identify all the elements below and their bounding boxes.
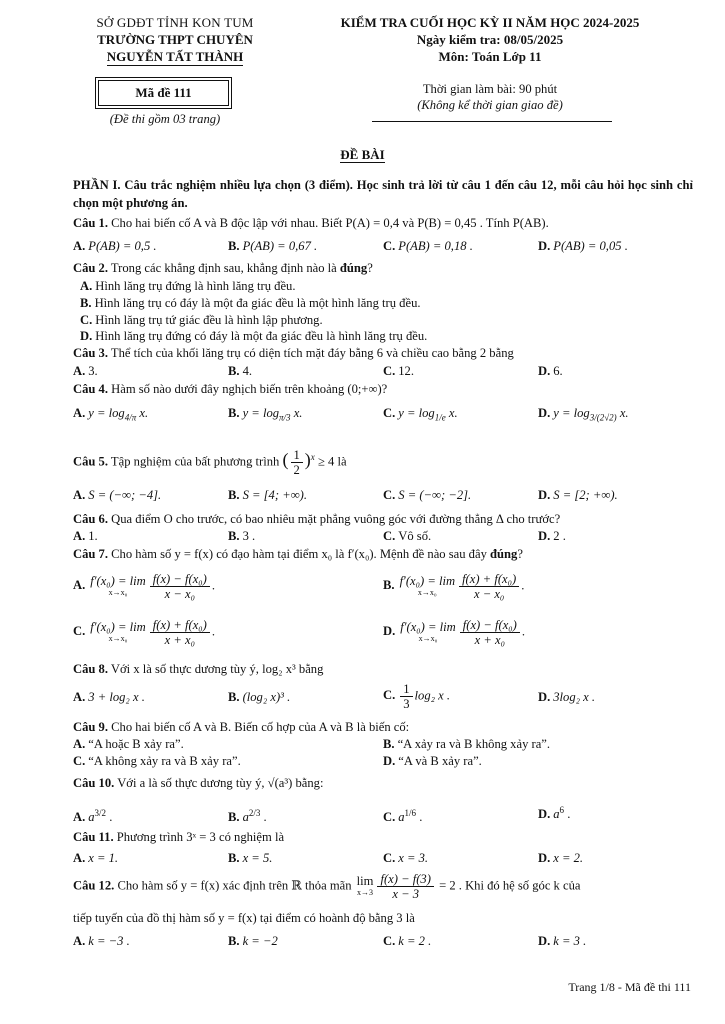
question-1: Câu 1. Cho hai biến cố A và B độc lập với nhau. Biết P(A) = 0,4 và P(B) = 0,45 . Tính P(AB). [73,216,549,230]
q6-option-b: B. 3 . [228,529,256,543]
question-4: Câu 4. Hàm số nào dưới đây nghịch biến trên khoảng (0;+∞)? [73,382,388,396]
question-12-line-2: tiếp tuyến của đồ thị hàm số y = f(x) tại điểm có hoành độ bằng 3 là [73,911,415,925]
q3-option-a: A. 3. [73,364,98,378]
q1-option-b: B. P(AB) = 0,67 . [228,239,318,253]
part-1-instructions: PHẦN I. Câu trắc nghiệm nhiều lựa chọn (3 điểm). Học sinh trả lời từ câu 1 đến câu 12, mỗi câu hỏi học sinh chỉ chọn một phương án. [73,178,693,210]
q2-option-c: C. Hình lăng trụ tứ giác đều là hình lập phương. [80,313,323,327]
q12-option-c: C. k = 2 . [383,934,432,948]
page-footer: Trang 1/8 - Mã đề thi 111 [568,980,691,994]
q5-option-b: B. S = [4; +∞). [228,488,308,502]
q4-option-c: C. $y = \log_{1/e} x$. [383,406,458,423]
q9-option-b: B. “A xảy ra và B không xảy ra”. [383,737,551,751]
question-11: Câu 11. Phương trình 3ˣ = 3 có nghiệm là [73,830,285,844]
q1-option-a: A. P(AB) = 0,5 . [73,239,157,253]
q8-option-a: A. 3 + log₂ x . [73,690,145,704]
q4-option-a: A. $y = \log_{4/\pi} x$. [73,406,149,423]
q3-option-c: C. 12. [383,364,414,378]
department: SỞ GDĐT TỈNH KON TUM [96,15,254,30]
q5-option-a: A. S = (−∞; −4]. [73,488,162,502]
q7-option-a: A. f′(x₀) = lim x→x₀ $\frac{\text{f(x) − f(x₀)}}{\text{x − x₀}}$ . [73,572,216,601]
q6-option-c: C. Vô số. [383,529,432,543]
q3-option-b: B. 4. [228,364,253,378]
exam-title: KIỂM TRA CUỐI HỌC KỲ II NĂM HỌC 2024-2025 [340,15,640,30]
question-5: Câu 5. Tập nghiệm của bất phương trình ( $\frac{1}{2}$ )$^x$ ≥ 4 là [73,448,347,477]
header-left [60,14,290,65]
pages-note: (Đề thi gồm 03 trang) [109,112,221,126]
question-8: Câu 8. Với x là số thực dương tùy ý, log₂ x³ bằng [73,662,324,676]
q2-option-d: D. Hình lăng trụ đứng có đáy là một đa giác đều là hình lăng trụ đều. [80,329,428,343]
q7-option-b: B. f′(x₀) = lim x→x₀ $\frac{\text{f(x) + f(x₀)}}{\text{x − x₀}}$ . [383,572,525,601]
question-9: Câu 9. Cho hai biến cố A và B. Biến cố hợp của A và B là biến cố: [73,720,410,734]
school-line-1: TRƯỜNG THPT CHUYÊN [97,32,253,47]
q2-option-a: A. Hình lăng trụ đứng là hình lăng trụ đều. [80,279,296,293]
question-2: Câu 2. Trong các khẳng định sau, khẳng định nào là đúng? [73,261,373,275]
q10-option-c: C. $a^{1/6}$ . [383,808,423,825]
q9-option-c: C. “A không xảy ra và B xảy ra”. [73,754,241,768]
question-3: Câu 3. Thể tích của khối lăng trụ có diện tích mặt đáy bằng 6 và chiều cao bằng 2 bằng [73,346,514,360]
q10-option-b: B. $a^{2/3}$ . [228,808,267,825]
q9-option-d: D. “A và B xảy ra”. [383,754,482,768]
exam-code-box: Mã đề 111 [95,77,232,109]
question-6: Câu 6. Qua điểm O cho trước, có bao nhiêu mặt phẳng vuông góc với đường thẳng Δ cho trước? [73,512,561,526]
q7-option-d: D. f′(x₀) = lim x→x₀ $\frac{\text{f(x) − f(x₀)}}{\text{x + x₀}}$ . [383,618,526,647]
duration: Thời gian làm bài: 90 phút [422,82,558,96]
header-rule [372,121,612,122]
q5-option-d: D. S = [2; +∞). [538,488,618,502]
question-12: Câu 12. Cho hàm số y = f(x) xác định trên ℝ thỏa mãn lim x→3 $\frac{f(x) - f(3)}{x - 3}$ = 2 . Khi đó hệ số góc k của [73,872,581,901]
q8-option-b: B. (log₂ x)³ . [228,690,291,704]
question-10: Câu 10. Với a là số thực dương tùy ý, √(a³) bằng: [73,776,324,790]
question-7: Câu 7. Cho hàm số y = f(x) có đạo hàm tại điểm x₀ là f′(x₀). Mệnh đề nào sau đây đúng? [73,547,523,561]
q6-option-d: D. 2 . [538,529,566,543]
q10-option-a: A. $a^{3/2}$ . [73,808,113,825]
q12-option-b: B. k = −2 [228,934,278,948]
time-info [330,81,650,113]
q9-option-a: A. “A hoặc B xảy ra”. [73,737,184,751]
q1-option-d: D. P(AB) = 0,05 . [538,239,628,253]
q12-option-a: A. k = −3 . [73,934,130,948]
q6-option-a: A. 1. [73,529,98,543]
q11-option-a: A. x = 1. [73,851,119,865]
q4-option-b: B. $y = \log_{\pi/3} x$. [228,406,303,423]
q10-option-d: D. $a^6$ . [538,805,571,822]
subject: Môn: Toán Lớp 11 [438,49,542,64]
q11-option-c: C. x = 3. [383,851,429,865]
q11-option-b: B. x = 5. [228,851,273,865]
q4-option-d: D. $y = \log_{3/(2√2)} x$. [538,406,629,423]
section-title: ĐỀ BÀI [340,147,385,162]
q7-option-c: C. f′(x₀) = lim x→x₀ $\frac{\text{f(x) + f(x₀)}}{\text{x + x₀}}$ . [73,618,216,647]
q2-option-b: B. Hình lăng trụ có đáy là một đa giác đều là một hình lăng trụ đều. [80,296,421,310]
q8-option-c: C. $\frac{1}{3}$ log₂ x . [383,682,451,711]
q1-option-c: C. P(AB) = 0,18 . [383,239,473,253]
header-right [280,14,700,65]
exam-date: Ngày kiểm tra: 08/05/2025 [416,32,564,47]
q3-option-d: D. 6. [538,364,563,378]
q12-option-d: D. k = 3 . [538,934,587,948]
q5-option-c: C. S = (−∞; −2]. [383,488,472,502]
q8-option-d: D. 3log₂ x . [538,690,596,704]
school-line-2: NGUYỄN TẤT THÀNH [106,49,244,64]
duration-note: (Không kể thời gian giao đề) [417,98,563,112]
q11-option-d: D. x = 2. [538,851,584,865]
